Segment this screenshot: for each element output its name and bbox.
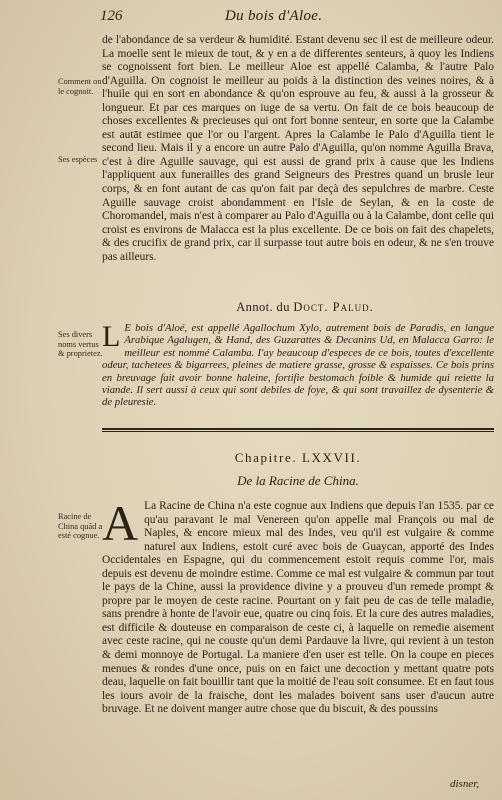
chapter-subtitle: De la Racine de China. bbox=[237, 473, 359, 488]
side-note-especes: Ses espèces bbox=[58, 155, 98, 164]
annotation-heading bbox=[140, 300, 470, 315]
annotation-text bbox=[102, 322, 494, 409]
side-note-racine: Racine de China quād a esté cognue. bbox=[58, 512, 103, 541]
chapter-initial: A bbox=[102, 495, 139, 551]
side-note-comment: Comment on le cognoit. bbox=[58, 77, 102, 96]
main-text bbox=[102, 34, 494, 264]
chapter-body: La Racine de China n'a este cognue aux Indiens que depuis l'an 1535. par ce qu'au paravant le mal Venereen qu'on appelle mal François ou mal de Naples, & encore mieux mal des Indes, veu qu'il est vulgaire & comme naturel aux Indiens, estoit curé avec bois de Guaycan, apporté des Indes Occidentales en Espagne, qui du commencement estoit requis comme l'or, mais depuis est devenu de moindre estime. Comme ce mal est vulgaire & commun par tout le pays de la Chine, aussi la providence divine y a prouveu d'un remede prompt & propre par le moyen de ceste racine. Pourtant on y fait peu de cas de telle maladie, sans prendre à honte de l'avoir eue, quatre ou cinq fois. Et la cure des autres maladies, est difficile & douteuse en comparaison de ceste ci, à laquelle on remedie aisement avec ceste racine, qui ne couste qu'un demi Pardauve la livre, qui revient à un teston & demi monnoye de Portugal. La maniere d'en user est telle. On la coupe en pieces menues & rondes d'une once, puis on en faict une decoction y mettant quatre pots deau, laquelle on fait bouillir tant que la moitié de l'eau soit consumee. Et en faut tous les iours avoir de la fraische, dont les malades boivent sans user d'aucun autre bruvage. Et ne doivent manger autre chose que du biscuit, & des poussins bbox=[102, 500, 494, 716]
divider-rule bbox=[102, 428, 494, 430]
catchword: disner, bbox=[450, 778, 480, 790]
page-number: 126 bbox=[100, 8, 123, 24]
divider-rule-thin bbox=[102, 431, 494, 432]
annotation-heading-name: Doct. Palud. bbox=[293, 300, 374, 314]
chapter-title: Chapitre. LXXVII. bbox=[234, 450, 362, 465]
annotation-body: E bois d'Aloé, est appellé Agallochum Xylo, autrement bois de Paradis, en langue Arabique Agalugen, & Hand, des Guzarattes & Decanins Ud, en Malacca Garro: le meilleur est nommé Calamba. I'ay beaucoup d'especes de ce bois, toutes d'excellente odeur, tachetees & bigarrees, pleines de matiere grasse, grosse & espaisses. Ce bois prins en breuvage fait avoir bonne haleine, fortifie bestomach foible & humide qui reiette la viande. Il sert aussi à ceux qui sont debiles de foye, & qui sont travaillez de dysenterie & de pleuresie. bbox=[102, 322, 494, 409]
annotation-initial: L bbox=[102, 320, 121, 353]
side-note-divers: Ses divers noms vertus & proprietez. bbox=[58, 330, 103, 359]
running-title: Du bois d'Aloe. bbox=[225, 8, 323, 24]
annotation-heading-prefix: Annot. du bbox=[236, 300, 290, 314]
chapter-text bbox=[102, 495, 494, 717]
main-paragraph: de l'abondance de sa verdeur & humidité. Estant devenu sec il est de meilleure odeur. La moelle sent le mieux de tout, & y en a de differentes senteurs, à quoy les Indiens se cognoissent fort bien. Le meilleur Aloe est appellé Calamba, & l'autre Palo d'Aguilla. On cognoist le meilleur au poids à la distinction des veines noires, & à l'huile qui en sort en abondance & qu'on esprouve au feu, & aussi à la grosseur & longueur. Et par ces marques on iuge de sa vertu. On fait de ce bois beaucoup de choses excellentes & precieuses qui ont fort bonne senteur, en sorte que la Calambe est autāt estimee que l'or ou l'argent. Apres la Calambe le Palo d'Aguilla tient le second lieu. Mais il y a encore un autre Palo d'Aguilla, qu'on nomme Aguilla Brava, c'est à dire Aguille sauvage, qui est aussi de grand prix à cause que les Indiens l'appliquent aux funerailles des grand Seigneurs des Prestres quand un brusle leur corps, & en font autant de cas qu'on fait par deçà des sepulchres de marbre. Ceste Aguille sauvage croist abondamment en l'Isle de Seylan, & en la coste de Choromandel, mais n'est à comparer au Palo d'Aguilla ou à la Calambe, dont celle qui croist es environs de Malacca est la plus excellente. De ce bois on fait des chapelets, & des crucifix de grand prix, car il surpasse tout autre bois en odeur, & ne s'en trouve pas ailleurs. bbox=[102, 34, 494, 263]
